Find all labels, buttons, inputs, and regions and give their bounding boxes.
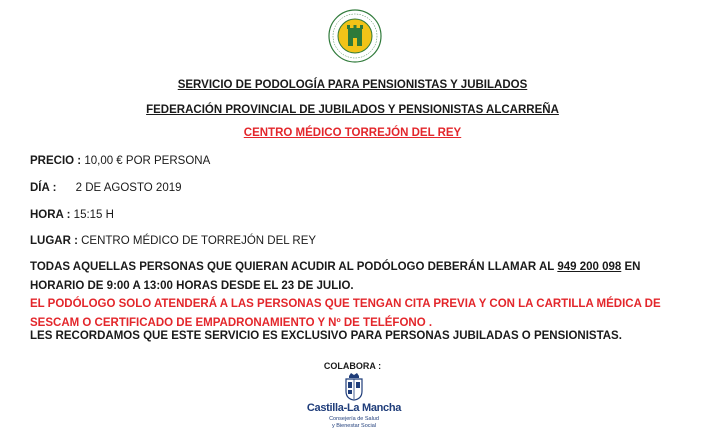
appointment-requirements: EL PODÓLOGO SOLO ATENDERÁ A LAS PERSONAS QUE TENGAN CITA PREVIA Y CON LA CARTILLA MÉDICA DE SESCAM O CERTIFICADO DE EMPADRONAMIENTO Y Nº DE TELÉFONO . (30, 298, 661, 329)
time-value: 15:15 H (73, 209, 114, 221)
price-label: PRECIO : (30, 155, 82, 167)
phone-number: 949 200 098 (557, 261, 622, 273)
call-text-start: TODAS AQUELLAS PERSONAS QUE QUIERAN ACUDIR AL PODÓLOGO DEBERÁN LLAMAR AL (30, 261, 558, 273)
federation-title: FEDERACIÓN PROVINCIAL DE JUBILADOS Y PENSIONISTAS ALCARREÑA (146, 104, 559, 116)
collaborates-label: COLABORA : (323, 361, 382, 371)
price-row (30, 155, 210, 167)
day-value: 2 DE AGOSTO 2019 (75, 182, 182, 194)
place-row (30, 235, 316, 247)
time-label: HORA : (30, 209, 71, 221)
federation-seal-icon (327, 8, 383, 64)
exclusive-reminder: LES RECORDAMOS QUE ESTE SERVICIO ES EXCLUSIVO PARA PERSONAS JUBILADAS O PENSIONISTAS. (30, 330, 622, 342)
price-value: 10,00 € POR PERSONA (84, 155, 211, 167)
logo-subtitle-2: y Bienestar Social (331, 423, 377, 429)
castilla-la-mancha-crest-icon (344, 373, 364, 401)
logo-name: Castilla-La Mancha (306, 402, 402, 414)
call-instructions (30, 258, 680, 296)
place-value: CENTRO MÉDICO DE TORREJÓN DEL REY (81, 235, 317, 247)
time-row (30, 209, 114, 221)
day-label: DÍA : (30, 182, 57, 194)
call-text-end: EN HORARIO DE 9:00 A 13:00 HORAS DESDE EL 23 DE JULIO. (30, 261, 641, 292)
medical-center-title: CENTRO MÉDICO TORREJÓN DEL REY (243, 127, 462, 139)
logo-subtitle-1: Consejería de Salud (329, 416, 379, 422)
place-label: LUGAR : (30, 235, 78, 247)
day-row (30, 182, 182, 194)
service-title: SERVICIO DE PODOLOGÍA PARA PENSIONISTAS Y JUBILADOS (177, 79, 528, 91)
